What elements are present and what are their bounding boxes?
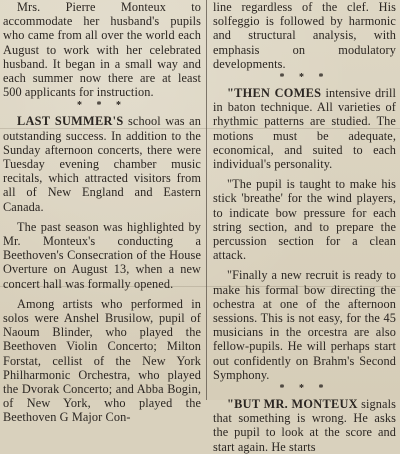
right-paragraph-3: "The pupil is taught to make his stick 'breathe' for the wind players, to indicate bow pressure for each string section, and to prepare the percussion section for a clean attack. (213, 177, 396, 263)
column-divider (206, 0, 207, 400)
right-column (213, 0, 396, 454)
left-column (3, 0, 201, 425)
right-paragraph-5 (213, 397, 396, 454)
section-break-stars: * * * (279, 72, 330, 84)
right-paragraph-1: line regardless of the clef. His solfeggio is followed by harmonic and structural analysis, with emphasis on modulatory developments. (213, 0, 396, 71)
left-paragraph-2-text: school was an outstanding success. In addition to the Sunday afternoon concerts, there were Tuesday evening chamber music recitals, which attracted visitors from all of New England and Eastern Canada. (3, 114, 201, 214)
right-paragraph-5-text: signals that something is wrong. He asks the pupil to look at the score and start again. He starts (213, 397, 396, 454)
right-paragraph-2 (213, 86, 396, 171)
section-break-stars: * * * (77, 100, 127, 112)
right-paragraph-4: "Finally a new recruit is ready to make his formal bow directing the ochestra at one of the afternoon sessions. This is not easy, for the 45 musicians in the orcestra are also fellow-pupils. He will perhaps start out confidently on Brahm's Second Symphony. (213, 268, 396, 382)
right-paragraph-2-text: intensive drill in baton technique. All varieties of rhythmic patterns are studied. The motions must be adequate, economical, and suited to each individual's personality. (213, 86, 396, 172)
left-paragraph-3: The past season was highlighted by Mr. Monteux's conducting a Beethoven's Consecration of the House Overture on August 13, when a new concert hall was formally opened. (3, 219, 201, 291)
section-break-stars: * * * (279, 383, 330, 395)
lead-in-last-summers: LAST SUMMER'S (17, 114, 124, 129)
left-paragraph-1: Mrs. Pierre Monteux to accommodate her husband's pupils who came from all over the world each August to work with her celebrated husband. It began in a small way and each summer now there are at least 500 applicants for instruction. (3, 0, 201, 100)
left-paragraph-2 (3, 114, 201, 213)
lead-in-but-mr-monteux: "BUT MR. MONTEUX (227, 397, 358, 412)
lead-in-then-comes: "THEN COMES (227, 86, 322, 101)
left-paragraph-4: Among artists who performed in solos were Anshel Brusilow, pupil of Naoum Blinder, who played the Beethoven Violin Concerto; Milton Forstat, cellist of the New York Philharmonic Orchestra, who played the Dvorak Concerto; and Abba Bogin, of New York, who played the Beethoven G Major Con- (3, 296, 201, 425)
